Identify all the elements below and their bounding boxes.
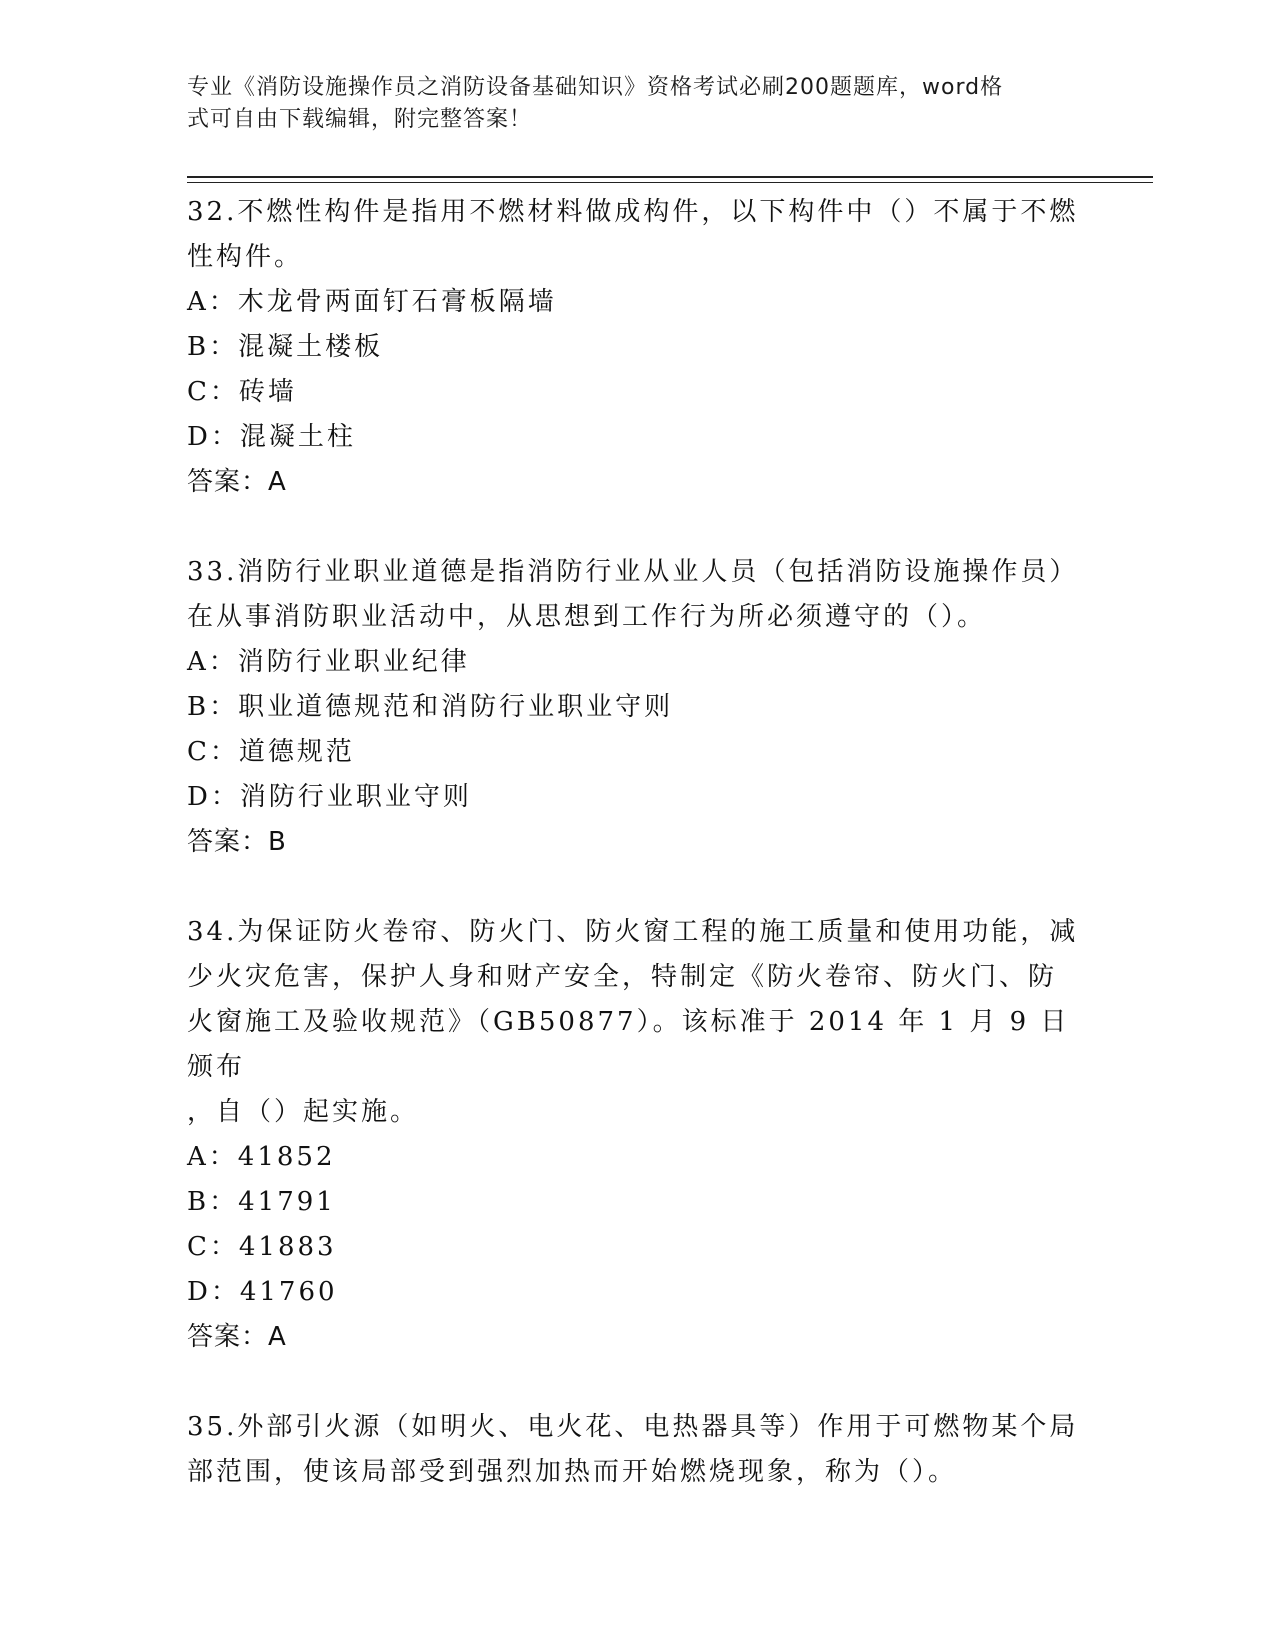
question-34 (187, 910, 1087, 1360)
option-c: C：砖墙 (187, 377, 297, 407)
option-c: C：道德规范 (187, 737, 355, 767)
question-stem-line: 在从事消防职业活动中，从思想到工作行为所必须遵守的（）。 (187, 602, 987, 632)
answer: 答案：A (187, 1322, 287, 1352)
question-stem-line: 34.为保证防火卷帘、防火门、防火窗工程的施工质量和使用功能，减 (187, 917, 1079, 947)
header-line-1: 专业《消防设施操作员之消防设备基础知识》资格考试必刷200题题库，word格 (187, 75, 1004, 100)
question-stem-line: 33.消防行业职业道德是指消防行业从业人员（包括消防设施操作员） (187, 557, 1079, 587)
option-b: B：混凝土楼板 (187, 332, 384, 362)
question-stem-line: 35.外部引火源（如明火、电火花、电热器具等）作用于可燃物某个局 (187, 1412, 1079, 1442)
answer: 答案：A (187, 467, 287, 497)
question-spacer (187, 1360, 1087, 1405)
option-a: A：消防行业职业纪律 (187, 647, 470, 677)
option-d: D：消防行业职业守则 (187, 782, 472, 812)
question-stem-line: 部范围，使该局部受到强烈加热而开始燃烧现象，称为（）。 (187, 1457, 958, 1487)
header-line-2: 式可自由下载编辑，附完整答案！ (187, 107, 533, 132)
header-rule-thin (187, 182, 1153, 183)
option-b: B：41791 (187, 1187, 336, 1217)
question-spacer (187, 505, 1087, 550)
question-35 (187, 1405, 1087, 1495)
question-stem-line: ，自（）起实施。 (187, 1097, 420, 1127)
question-stem-line: 少火灾危害，保护人身和财产安全，特制定《防火卷帘、防火门、防 (187, 962, 1058, 992)
option-b: B：职业道德规范和消防行业职业守则 (187, 692, 674, 722)
question-32 (187, 190, 1087, 505)
answer: 答案：B (187, 827, 287, 857)
option-d: D：混凝土柱 (187, 422, 356, 452)
document-header (187, 72, 1067, 136)
option-c: C：41883 (187, 1232, 337, 1262)
question-stem-line: 火窗施工及验收规范》（GB50877）。该标准于 2014 年 1 月 9 日颁布 (187, 1007, 1070, 1082)
question-spacer (187, 865, 1087, 910)
question-stem-line: 性构件。 (187, 242, 304, 272)
question-33 (187, 550, 1087, 865)
header-rule-thick (187, 176, 1153, 178)
question-list (187, 190, 1087, 1495)
option-d: D：41760 (187, 1277, 338, 1307)
question-stem-line: 32.不燃性构件是指用不燃材料做成构件，以下构件中（）不属于不燃 (187, 197, 1079, 227)
option-a: A：41852 (187, 1142, 336, 1172)
option-a: A：木龙骨两面钉石膏板隔墙 (187, 287, 557, 317)
